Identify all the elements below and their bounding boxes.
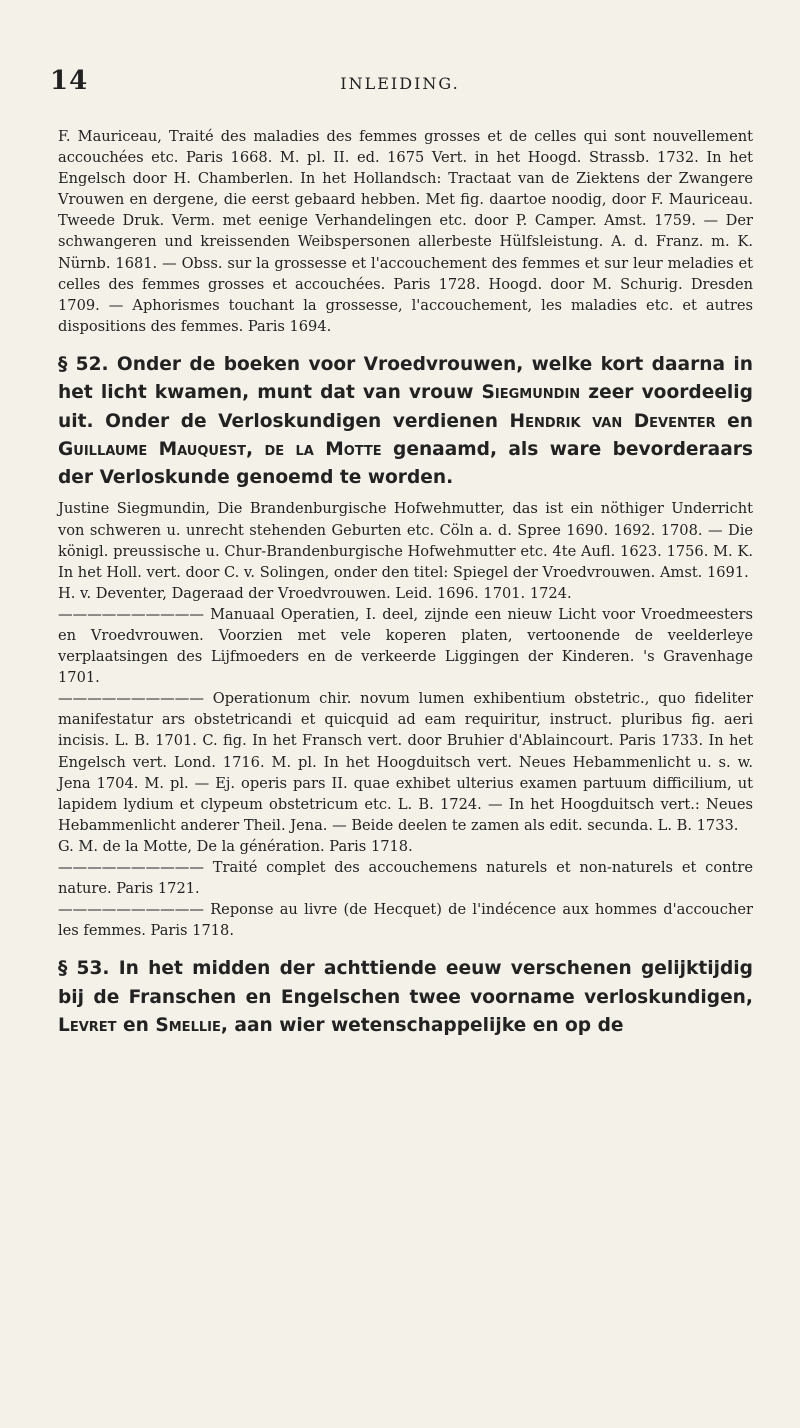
motte-reponse: —————————— Reponse au livre (de Hecquet) de l'indécence aux hommes d'accoucher les femmes. Paris 1718. [58, 901, 753, 940]
name-siegmundin: Siegmundin [481, 382, 581, 404]
section-53-text-b: en [116, 1014, 156, 1036]
section-52 [58, 351, 753, 492]
motte-generation: G. M. de la Motte, De la génération. Paris 1718. [58, 837, 413, 855]
section-53 [58, 955, 753, 1040]
section-52-text-a: § 52. Onder de boeken voor Vroedvrouwen, welke kort daarna in het licht kwamen, munt dat van vrouw [58, 353, 753, 404]
section-53-text-c: , aan wier wetenschappelijke en op de [220, 1014, 624, 1036]
section-52-text-c: en [715, 410, 754, 432]
section-52-text-b: zeer voordeelig uit. Onder de Verloskundigen verdienen [58, 382, 753, 432]
deventer-manuaal: —————————— Manuaal Operatien, I. deel, zijnde een nieuw Licht voor Vroedmeesters en Vroedvrouwen. Voorzien met vele koperen platen, vertoonende de veelderleye verplaatsingen des Lijfmoeders en de verkeerde Liggingen der Kinderen. 's Gravenhage 1701. [58, 605, 753, 687]
name-levret: Levret [58, 1014, 117, 1036]
page-number: 14 [50, 66, 89, 96]
running-head: INLEIDING. [340, 74, 460, 93]
page-body [58, 126, 753, 1046]
section-52-text-d: genaamd, als ware bevorderaars der Verloskunde genoemd te worden. [58, 438, 753, 489]
siegmundin-bibliography: Justine Siegmundin, Die Brandenburgische Hofwehmutter, das ist ein nöthiger Underricht von schweren u. unrecht stehenden Geburten etc. Cöln a. d. Spree 1690. 1692. 1708. — Die königl. preussische u. Chur-Brandenburgische Hofwehmutter etc. 4te Aufl. 1623. 1756. M. K. In het Holl. vert. door C. v. Solingen, onder den titel: Spiegel der Vroedvrouwen. Amst. 1691. [58, 500, 753, 581]
mauriceau-bibliography: F. Mauriceau, Traité des maladies des femmes grosses et de celles qui sont nouvellement accouchées etc. Paris 1668. M. pl. II. ed. 1675 Vert. in het Hoogd. Strassb. 1732. In het Engelsch door H. Chamberlen. In het Hollandsch: Tractaat van de Ziektens der Zwangere Vrouwen en dergene, die eerst gebaard hebben. Met fig. daartoe noodig, door F. Mauriceau. Tweede Druk. Verm. met eenige Verhandelingen etc. door P. Camper. Amst. 1759. — Der schwangeren und kreissenden Weibspersonen allerbeste Hülfsleistung. A. d. Franz. m. K. Nürnb. 1681. — Obss. sur la grossesse et l'accouchement des femmes et sur leur meladies et celles des femmes grosses et accouchées. Paris 1728. Hoogd. door M. Schurig. Dresden 1709. — Aphorismes touchant la grossesse, l'accouchement, les maladies etc. et autres dispositions des femmes. Paris 1694. [58, 128, 753, 335]
name-de-la-motte: Guillaume Mauquest, de la Motte [58, 438, 382, 460]
page-header [0, 66, 800, 106]
deventer-operationum: —————————— Operationum chir. novum lumen exhibentium obstetric., quo fideliter manifestatur ars obstetricandi et quicquid ad eam requiritur, instruct. pluribus fig. aeri incisis. L. B. 1701. C. fig. In het Fransch vert. door Bruhier d'Ablaincourt. Paris 1733. In het Engelsch vert. Lond. 1716. M. pl. In het Hoogduitsch vert. Neues Hebammenlicht u. s. w. Jena 1704. M. pl. — Ej. operis pars II. quae exhibet ulterius examen partuum difficilium, ut lapidem lydium et clypeum obstetricum etc. L. B. 1724. — In het Hoogduitsch vert.: Neues Hebammenlicht anderer Theil. Jena. — Beide deelen te zamen als edit. secunda. L. B. 1733. [58, 690, 753, 834]
name-smellie: Smellie [155, 1014, 221, 1036]
motte-traite: —————————— Traité complet des accouchemens naturels et non-naturels et contre nature. Paris 1721. [58, 859, 753, 898]
deventer-dageraad: H. v. Deventer, Dageraad der Vroedvrouwen. Leid. 1696. 1701. 1724. [58, 584, 572, 602]
section-53-text-a: § 53. In het midden der achttiende eeuw verschenen gelijktijdig bij de Franschen en Engelschen twee voorname verloskundigen, [58, 958, 753, 1008]
name-van-deventer: Hendrik van Deventer [509, 410, 716, 432]
